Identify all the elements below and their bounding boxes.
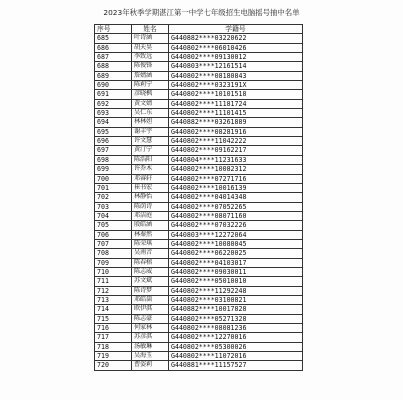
cell-seq: 706 <box>95 230 132 239</box>
cell-name: 陈浩阳 <box>132 155 169 164</box>
cell-student-id: G440802****03100821 <box>169 295 303 304</box>
cell-name: 邓皓崮 <box>132 295 169 304</box>
cell-student-id: G440802****08281916 <box>169 127 303 136</box>
table-row <box>95 230 303 239</box>
cell-name: 陈荣琪 <box>132 239 169 248</box>
table-row <box>95 90 303 99</box>
cell-student-id: G440802****11181724 <box>169 99 303 108</box>
header-student-id: 学籍号 <box>169 25 303 34</box>
table-row <box>95 118 303 127</box>
cell-seq: 689 <box>95 71 132 80</box>
cell-name: 许文慧 <box>132 137 169 146</box>
table-row <box>95 352 303 361</box>
cell-student-id: G440802****04103017 <box>169 258 303 267</box>
cell-student-id: G440803****12161514 <box>169 62 303 71</box>
cell-student-id: G440802****08081236 <box>169 324 303 333</box>
cell-student-id: G440803****12272064 <box>169 230 303 239</box>
cell-student-id: G440804****11231633 <box>169 155 303 164</box>
cell-student-id: G440802****07052265 <box>169 202 303 211</box>
cell-seq: 720 <box>95 361 132 370</box>
cell-seq: 695 <box>95 127 132 136</box>
table-row <box>95 361 303 370</box>
cell-seq: 688 <box>95 62 132 71</box>
table-row <box>95 211 303 220</box>
cell-seq: 716 <box>95 324 132 333</box>
table-row <box>95 155 303 164</box>
cell-name: 李致远 <box>132 53 169 62</box>
cell-student-id: G440882****03220622 <box>169 34 303 43</box>
cell-seq: 707 <box>95 239 132 248</box>
table-row <box>95 221 303 230</box>
cell-name: 叶诗涵 <box>132 34 169 43</box>
cell-name: 殷皓涵 <box>132 221 169 230</box>
cell-student-id: G440802****04014348 <box>169 193 303 202</box>
cell-name: 陈莉宁 <box>132 81 169 90</box>
cell-name: 何家林 <box>132 324 169 333</box>
cell-seq: 708 <box>95 249 132 258</box>
cell-student-id: G440802****0323191X <box>169 81 303 90</box>
table-row <box>95 258 303 267</box>
cell-student-id: G440802****06220025 <box>169 249 303 258</box>
cell-name: 林秦然 <box>132 230 169 239</box>
cell-name: 黄文婧 <box>132 99 169 108</box>
table-row <box>95 146 303 155</box>
cell-seq: 704 <box>95 211 132 220</box>
cell-name: 陈俊锋 <box>132 62 169 71</box>
cell-seq: 705 <box>95 221 132 230</box>
table-body <box>95 34 303 370</box>
cell-seq: 686 <box>95 43 132 52</box>
table-row <box>95 183 303 192</box>
cell-name: 陈诗梦 <box>132 286 169 295</box>
table-row <box>95 342 303 351</box>
cell-student-id: G440802****05300026 <box>169 342 303 351</box>
cell-name: 崔书宏 <box>132 183 169 192</box>
cell-seq: 714 <box>95 305 132 314</box>
table-row <box>95 314 303 323</box>
cell-seq: 711 <box>95 277 132 286</box>
table-row <box>95 324 303 333</box>
table-row <box>95 174 303 183</box>
cell-student-id: G440802****06010426 <box>169 43 303 52</box>
document-title: 2023年秋季学期湛江第一中学七年级招生电脑摇号抽中名单 <box>103 8 300 17</box>
table-row <box>95 277 303 286</box>
header-name: 姓名 <box>132 25 169 34</box>
table-row <box>95 202 303 211</box>
cell-seq: 687 <box>95 53 132 62</box>
cell-seq: 718 <box>95 342 132 351</box>
cell-student-id: G440802****07271716 <box>169 174 303 183</box>
cell-student-id: G440802****09030011 <box>169 267 303 276</box>
cell-seq: 693 <box>95 109 132 118</box>
cell-seq: 694 <box>95 118 132 127</box>
table-row <box>95 249 303 258</box>
cell-name: 汤敏琳 <box>132 342 169 351</box>
cell-seq: 703 <box>95 202 132 211</box>
cell-name: 苏彦淇 <box>132 333 169 342</box>
table-row <box>95 127 303 136</box>
cell-student-id: G440802****11101415 <box>169 109 303 118</box>
cell-student-id: G440882****10017828 <box>169 305 303 314</box>
roster-table <box>94 24 303 371</box>
cell-student-id: G440802****10080045 <box>169 239 303 248</box>
header-seq: 序号 <box>95 25 132 34</box>
cell-name: 林林妲 <box>132 118 169 127</box>
cell-seq: 691 <box>95 90 132 99</box>
cell-name: 詹婧涵 <box>132 71 169 80</box>
table-row <box>95 62 303 71</box>
cell-seq: 690 <box>95 81 132 90</box>
cell-seq: 697 <box>95 146 132 155</box>
cell-student-id: G440802****11072016 <box>169 352 303 361</box>
cell-name: 欧伊淇 <box>132 305 169 314</box>
cell-name: 黄汀宁 <box>132 146 169 155</box>
cell-student-id: G440802****11042222 <box>169 137 303 146</box>
table-row <box>95 109 303 118</box>
table-row <box>95 295 303 304</box>
table-row <box>95 137 303 146</box>
cell-name: 吴仁东 <box>132 109 169 118</box>
table-row <box>95 286 303 295</box>
cell-seq: 700 <box>95 174 132 183</box>
cell-name: 陈荫诗 <box>132 202 169 211</box>
table-row <box>95 165 303 174</box>
table-row <box>95 99 303 108</box>
cell-name: 胡天昊 <box>132 43 169 52</box>
cell-student-id: G440802****12270016 <box>169 333 303 342</box>
cell-seq: 698 <box>95 155 132 164</box>
cell-seq: 692 <box>95 99 132 108</box>
cell-name: 陈春榕 <box>132 258 169 267</box>
table-row <box>95 239 303 248</box>
table-row <box>95 81 303 90</box>
cell-student-id: G440802****05271328 <box>169 314 303 323</box>
cell-student-id: G440802****11292248 <box>169 286 303 295</box>
cell-name: 邓睿轩 <box>132 174 169 183</box>
cell-seq: 715 <box>95 314 132 323</box>
cell-student-id: G440882****03261889 <box>169 118 303 127</box>
cell-name: 谢丰宇 <box>132 127 169 136</box>
table-row <box>95 53 303 62</box>
cell-seq: 709 <box>95 258 132 267</box>
cell-student-id: G440802****10082312 <box>169 165 303 174</box>
cell-seq: 701 <box>95 183 132 192</box>
cell-seq: 702 <box>95 193 132 202</box>
cell-seq: 696 <box>95 137 132 146</box>
cell-seq: 713 <box>95 295 132 304</box>
cell-student-id: G440802****09130012 <box>169 53 303 62</box>
cell-name: 林静怡 <box>132 193 169 202</box>
table-row <box>95 34 303 43</box>
table-row <box>95 333 303 342</box>
cell-seq: 717 <box>95 333 132 342</box>
cell-student-id: G440802****10101518 <box>169 90 303 99</box>
cell-student-id: G440802****08180843 <box>169 71 303 80</box>
table-row <box>95 305 303 314</box>
cell-student-id: G440802****08071160 <box>169 211 303 220</box>
cell-student-id: G440802****05010010 <box>169 277 303 286</box>
table-row <box>95 193 303 202</box>
cell-name: 吴南音 <box>132 249 169 258</box>
cell-name: 陈志威 <box>132 267 169 276</box>
cell-seq: 699 <box>95 165 132 174</box>
table-header-row <box>95 25 303 34</box>
cell-name: 陈志豪 <box>132 314 169 323</box>
cell-student-id: G440881****11157527 <box>169 361 303 370</box>
table-row <box>95 267 303 276</box>
cell-name: 苏文斌 <box>132 277 169 286</box>
cell-seq: 712 <box>95 286 132 295</box>
cell-name: 曹姿莉 <box>132 361 169 370</box>
cell-seq: 685 <box>95 34 132 43</box>
table-row <box>95 71 303 80</box>
cell-name: 吴海玉 <box>132 352 169 361</box>
cell-student-id: G440802****10016139 <box>169 183 303 192</box>
cell-student-id: G440802****09162217 <box>169 146 303 155</box>
cell-name: 邓洁庭 <box>132 211 169 220</box>
table-row <box>95 43 303 52</box>
cell-name: 许乔木 <box>132 165 169 174</box>
cell-student-id: G440802****07032226 <box>169 221 303 230</box>
cell-name: 彦晓枫 <box>132 90 169 99</box>
cell-seq: 719 <box>95 352 132 361</box>
cell-seq: 710 <box>95 267 132 276</box>
